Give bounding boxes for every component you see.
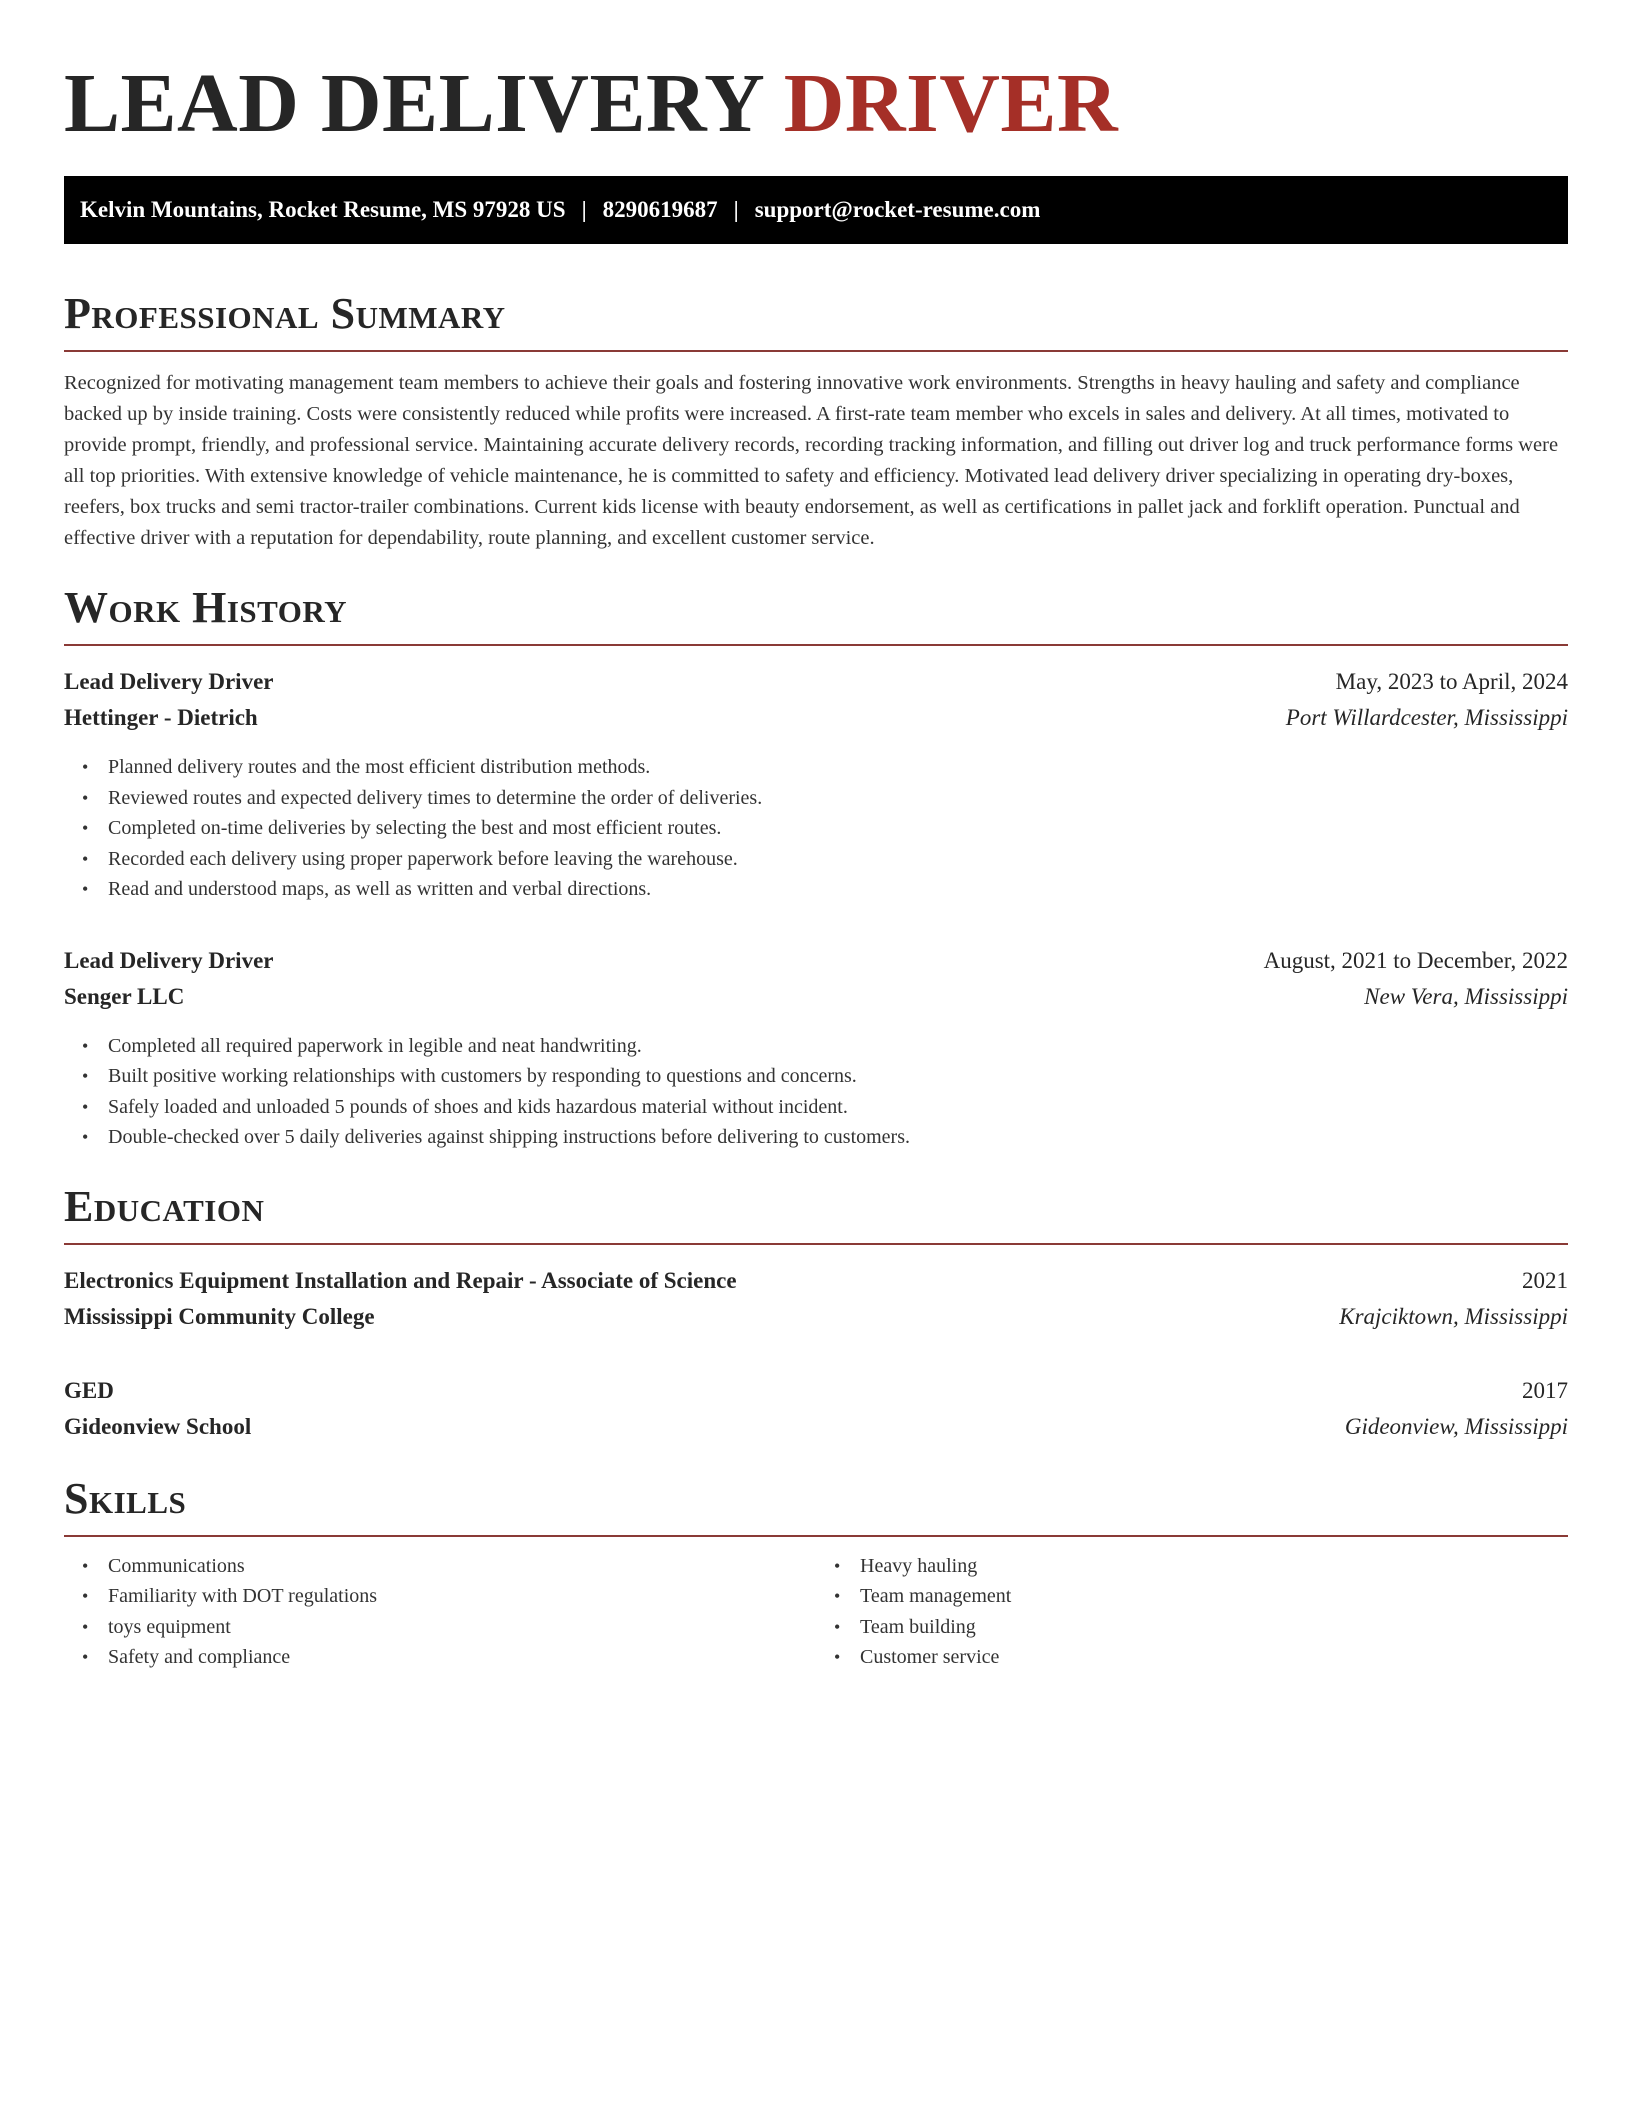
skill-text: Team management xyxy=(860,1585,1012,1607)
job-header-row xyxy=(64,943,1568,979)
bullet-dot: • xyxy=(82,848,89,869)
bullet-dot: • xyxy=(82,757,89,777)
section-divider xyxy=(64,1243,1568,1245)
skill-text: Heavy hauling xyxy=(860,1554,978,1577)
list-item xyxy=(832,1642,1568,1673)
resume-title xyxy=(64,56,1568,152)
job-title: Lead Delivery Driver xyxy=(64,669,274,694)
list-item xyxy=(80,1642,816,1673)
section-divider xyxy=(64,644,1568,646)
education-school-row xyxy=(64,1409,1568,1445)
job-company: Hettinger - Dietrich xyxy=(64,705,258,730)
list-item xyxy=(80,1551,816,1582)
skill-text: Safety and compliance xyxy=(108,1646,291,1668)
degree-name: GED xyxy=(64,1377,114,1403)
duty-text: Safely loaded and unloaded 5 pounds of shoes and kids hazardous material without incident. xyxy=(108,1095,848,1118)
list-item xyxy=(80,1031,1568,1062)
list-item xyxy=(832,1581,1568,1612)
education-school-row xyxy=(64,1299,1568,1335)
bullet-dot: • xyxy=(834,1616,841,1637)
bullet-dot: • xyxy=(82,1647,89,1667)
list-item xyxy=(80,783,1568,814)
bullet-dot: • xyxy=(82,1035,89,1056)
education-section xyxy=(64,1181,1568,1445)
title-main: LEAD DELIVERY xyxy=(64,57,763,150)
summary-heading: Professional Summary xyxy=(64,289,506,338)
bullet-dot: • xyxy=(834,1586,841,1606)
job-header-row xyxy=(64,664,1568,700)
job-duties-list xyxy=(64,752,1568,905)
job-company-row xyxy=(64,700,1568,736)
job-location: Port Willardcester, Mississippi xyxy=(1285,705,1568,730)
bullet-dot: • xyxy=(82,1616,89,1637)
work-history-section xyxy=(64,582,1568,1153)
skill-text: Communications xyxy=(108,1554,245,1577)
school-location: Krajciktown, Mississippi xyxy=(1339,1303,1568,1329)
duty-text: Read and understood maps, as well as written and verbal directions. xyxy=(108,878,652,900)
contact-separator: | xyxy=(733,197,739,222)
duty-text: Reviewed routes and expected delivery times to determine the order of deliveries. xyxy=(108,786,763,809)
duty-text: Completed all required paperwork in legible and neat handwriting. xyxy=(108,1034,642,1057)
skills-list xyxy=(816,1551,1568,1673)
school-name: Mississippi Community College xyxy=(64,1303,375,1329)
summary-section xyxy=(64,288,1568,554)
list-item xyxy=(832,1551,1568,1582)
list-item xyxy=(80,1581,816,1612)
contact-address: Kelvin Mountains, Rocket Resume, MS 97928 US xyxy=(80,197,566,222)
contact-bar xyxy=(64,176,1568,244)
list-item xyxy=(832,1612,1568,1643)
job-dates: August, 2021 to December, 2022 xyxy=(1263,947,1568,973)
bullet-dot: • xyxy=(82,1096,89,1117)
section-divider xyxy=(64,1535,1568,1537)
list-item xyxy=(80,813,1568,844)
education-heading: Education xyxy=(64,1181,265,1231)
skill-text: toys equipment xyxy=(108,1615,231,1638)
job-duties-list xyxy=(64,1031,1568,1153)
graduation-year: 2017 xyxy=(1522,1377,1568,1403)
skill-text: Familiarity with DOT regulations xyxy=(108,1585,378,1607)
list-item xyxy=(80,874,1568,905)
education-entry xyxy=(64,1263,1568,1335)
bullet-dot: • xyxy=(82,787,89,808)
contact-phone: 8290619687 xyxy=(602,197,718,222)
duty-text: Built positive working relationships with customers by responding to questions and concerns. xyxy=(108,1065,857,1087)
job-entry xyxy=(64,664,1568,905)
education-header-row xyxy=(64,1373,1568,1409)
job-company-row xyxy=(64,979,1568,1015)
work-history-heading: Work History xyxy=(64,583,348,632)
skills-column-right xyxy=(816,1551,1568,1673)
duty-text: Completed on-time deliveries by selecting the best and most efficient routes. xyxy=(108,817,722,839)
job-title: Lead Delivery Driver xyxy=(64,947,274,973)
contact-separator: | xyxy=(581,197,587,222)
bullet-dot: • xyxy=(82,879,89,899)
list-item xyxy=(80,1061,1568,1092)
degree-name: Electronics Equipment Installation and Repair - Associate of Science xyxy=(64,1267,737,1293)
summary-text: Recognized for motivating management team members to achieve their goals and fostering innovative work environments. Strengths in heavy hauling and safety and compliance backed up by inside training. Costs were consistently reduced while profits were increased. A first-rate team member who excels in sales and delivery. At all times, motivated to provide prompt, friendly, and professional service. Maintaining accurate delivery records, recording tracking information, and filling out driver log and truck performance forms were all top priorities. With extensive knowledge of vehicle maintenance, he is committed to safety and efficiency. Motivated lead delivery driver specializing in operating dry-boxes, reefers, box trucks and semi tractor-trailer combinations. Current kids license with beauty endorsement, as well as certifications in pallet jack and forklift operation. Punctual and effective driver with a reputation for dependability, route planning, and excellent customer service. xyxy=(64,372,1559,549)
bullet-dot: • xyxy=(82,1586,89,1606)
bullet-dot: • xyxy=(834,1555,841,1576)
skill-text: Team building xyxy=(860,1615,976,1638)
duty-text: Planned delivery routes and the most efficient distribution methods. xyxy=(108,756,651,778)
graduation-year: 2021 xyxy=(1522,1267,1568,1293)
education-entry xyxy=(64,1373,1568,1445)
list-item xyxy=(80,1612,816,1643)
skills-heading: Skills xyxy=(64,1473,187,1523)
contact-email: support@rocket-resume.com xyxy=(754,197,1041,222)
job-location: New Vera, Mississippi xyxy=(1364,983,1568,1009)
bullet-dot: • xyxy=(82,818,89,838)
skills-grid xyxy=(64,1551,1568,1673)
list-item xyxy=(80,1122,1568,1153)
title-accent: DRIVER xyxy=(783,57,1119,150)
bullet-dot: • xyxy=(82,1127,89,1147)
school-location: Gideonview, Mississippi xyxy=(1344,1413,1568,1439)
education-header-row xyxy=(64,1263,1568,1299)
bullet-dot: • xyxy=(834,1647,841,1667)
duty-text: Recorded each delivery using proper paperwork before leaving the warehouse. xyxy=(108,847,738,870)
bullet-dot: • xyxy=(82,1555,89,1576)
duty-text: Double-checked over 5 daily deliveries against shipping instructions before delivering to customers. xyxy=(108,1126,911,1148)
job-dates: May, 2023 to April, 2024 xyxy=(1335,669,1568,694)
job-company: Senger LLC xyxy=(64,983,185,1009)
list-item xyxy=(80,1092,1568,1123)
job-entry xyxy=(64,943,1568,1153)
school-name: Gideonview School xyxy=(64,1413,252,1439)
skill-text: Customer service xyxy=(860,1646,1000,1668)
section-divider xyxy=(64,350,1568,352)
skills-column-left xyxy=(64,1551,816,1673)
skills-list xyxy=(64,1551,816,1673)
list-item xyxy=(80,752,1568,783)
list-item xyxy=(80,844,1568,875)
skills-section xyxy=(64,1473,1568,1673)
bullet-dot: • xyxy=(82,1066,89,1086)
